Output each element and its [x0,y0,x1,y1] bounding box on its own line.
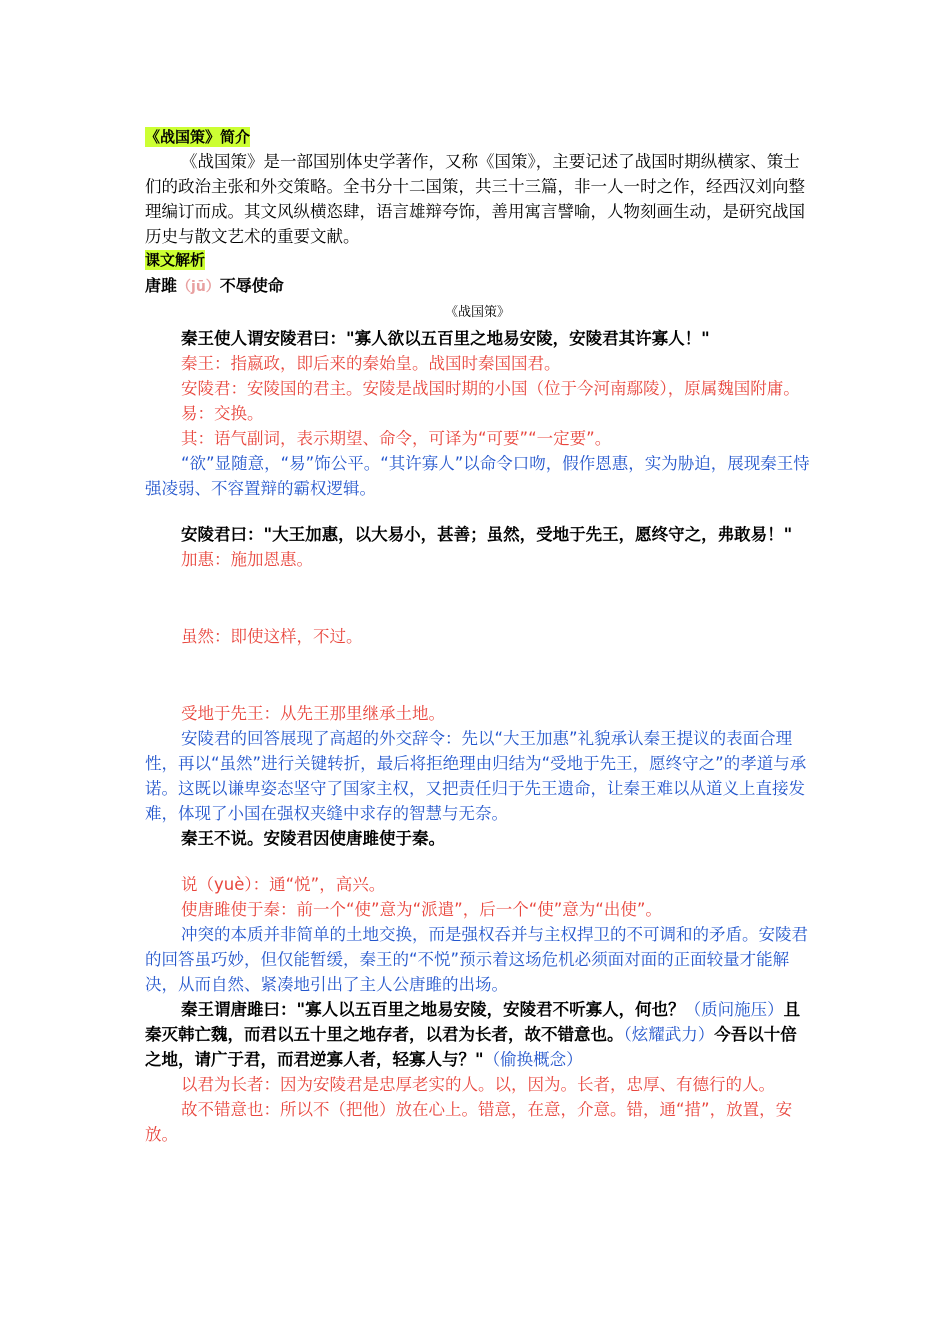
analysis-heading: 课文解析 [145,251,206,269]
annotation: 以君为长者：因为安陵君是忠厚老实的人。以，因为。长者，忠厚、有德行的人。 [181,1075,775,1094]
annotation: 受地于先王：从先王那里继承土地。 [181,704,445,723]
annotation: 加惠：施加恩惠。 [181,550,313,569]
inline-comment: （炫耀武力） [623,1025,715,1044]
annotation: 易：交换。 [181,404,264,423]
original-text-1: 秦王使人谓安陵君曰："寡人欲以五百里之地易安陵，安陵君其许寡人！" [181,329,710,348]
lesson-title-pinyin: （jū） [177,279,220,295]
lesson-title-main: 唐雎 [145,276,178,295]
original-text-4-part3: 今吾以十倍之地，请广于君，而君逆寡人者，轻寡人与？" [145,1025,797,1069]
original-text-3: 秦王不说。安陵君因使唐雎使于秦。 [181,829,445,848]
annotation: 故不错意也：所以不（把他）放在心上。错意，在意，介意。错，通“措”，放置，安放。 [145,1100,793,1144]
annotation: 虽然：即使这样，不过。 [181,627,363,646]
annotation: 秦王：指嬴政，即后来的秦始皇。战国时秦国国君。 [181,354,561,373]
intro-heading: 《战国策》简介 [145,128,251,146]
source-label: 《战国策》 [444,305,510,320]
analysis-paragraph-3: 冲突的本质并非简单的土地交换，而是强权吞并与主权捍卫的不可调和的矛盾。安陵君的回答虽巧妙，但仅能暂缓，秦王的“不悦”预示着这场危机必须面对面的正面较量才能解决，从而自然、紧凑地引出了主人公唐雎的出场。 [145,925,808,994]
annotation: 说（yuè）：通“悦”，高兴。 [181,875,386,894]
original-text-2: 安陵君曰："大王加惠，以大易小，甚善；虽然，受地于先王，愿终守之，弗敢易！" [181,525,793,544]
inline-comment: （质问施压） [684,1000,784,1019]
analysis-paragraph-1: “欲”显随意，“易”饰公平。“其许寡人”以命令口吻，假作恩惠，实为胁迫，展现秦王恃强凌弱、不容置辩的霸权逻辑。 [145,454,810,498]
document-body [145,126,810,1147]
original-text-4 [145,997,810,1072]
analysis-paragraph-2: 安陵君的回答展现了高超的外交辞令：先以“大王加惠”礼貌承认秦王提议的表面合理性，再以“虽然”进行关键转折，最后将拒绝理由归结为“受地于先王，愿终守之”的孝道与承诺。这既以谦卑姿态坚守了国家主权，又把责任归于先王遗命，让秦王难以从道义上直接发难，体现了小国在强权夹缝中求存的智慧与无奈。 [145,729,807,823]
inline-comment: （偷换概念） [483,1050,583,1069]
original-text-4-part2: 且秦灭韩亡魏，而君以五十里之地存者，以君为长者，故不错意也。 [145,1000,801,1044]
annotation: 其：语气副词，表示期望、命令，可译为“可要”“一定要”。 [181,429,612,448]
original-text-4-part1: 秦王谓唐雎曰："寡人以五百里之地易安陵，安陵君不听寡人，何也？ [181,1000,685,1019]
annotation: 使唐雎使于秦：前一个“使”意为“派遣”，后一个“使”意为“出使”。 [181,900,662,919]
intro-paragraph: 《战国策》是一部国别体史学著作，又称《国策》，主要记述了战国时期纵横家、策士们的政治主张和外交策略。全书分十二国策，共三十三篇，非一人一时之作，经西汉刘向整理编订而成。其文风纵横恣肆，语言雄辩夸饰，善用寓言譬喻，人物刻画生动，是研究战国历史与散文艺术的重要文献。 [145,152,805,246]
annotation: 安陵君：安陵国的君主。安陵是战国时期的小国（位于今河南鄢陵），原属魏国附庸。 [181,379,800,398]
lesson-title [145,274,810,299]
lesson-title-rest: 不辱使命 [219,276,284,295]
